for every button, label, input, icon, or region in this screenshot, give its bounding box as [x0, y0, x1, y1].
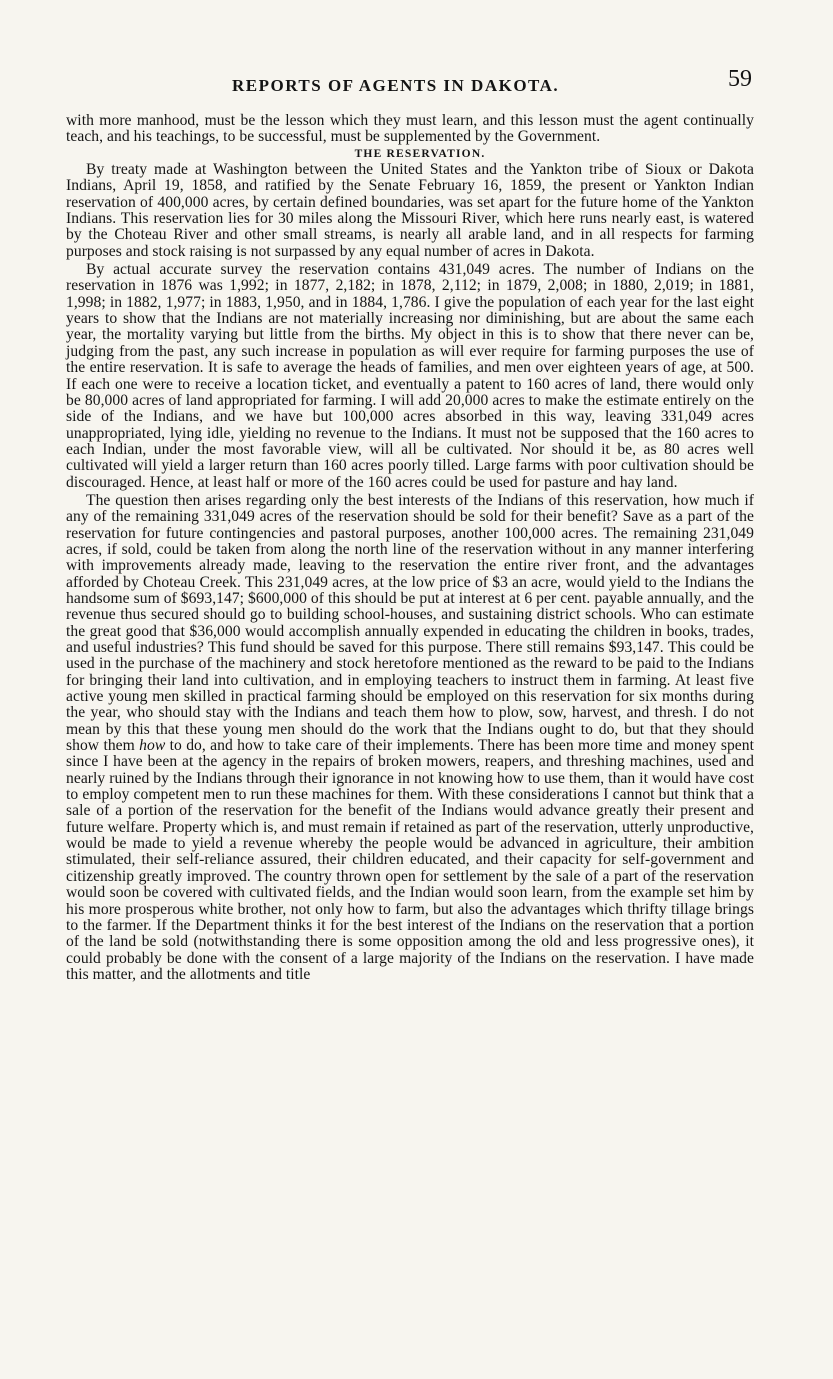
body-text	[66, 113, 754, 983]
paragraph-treaty: By treaty made at Washington between the United States and the Yankton tribe of Sioux or Dakota Indians, April 19, 1858, and ratified by the Senate February 16, 1859, the present or Yankton Indian reservation of 400,000 acres, by certain defined boundaries, was set apart for the future home of the Yankton Indians. This reservation lies for 30 miles along the Missouri River, which here runs nearly east, is watered by the Choteau River and other small streams, is nearly all arable land, and in all respects for farming purposes and stock raising is not surpassed by any equal number of acres in Dakota.	[66, 161, 754, 260]
paragraph-question-part-b: to do, and how to take care of their implements. There has been more time and money spent since I have been at the agency in the repairs of broken mowers, reapers, and threshing machines, used and nearly ruined by the Indians through their ignorance in not knowing how to use them, than it would have cost to employ competent men to run these machines for them. With these considerations I cannot but think that a sale of a portion of the reservation for the benefit of the Indians would advance greatly their present and future welfare. Property which is, and must remain if retained as part of the reservation, utterly unproductive, would be made to yield a revenue whereby the people would be advanced in agriculture, their ambition stimulated, their self-reliance assured, their children educated, and their capacity for self-government and citizenship greatly improved. The country thrown open for settlement by the sale of a part of the reservation would soon be covered with cultivated fields, and the Indian would soon learn, from the example set him by his more prosperous white brother, not only how to farm, but also the advantages which thrifty tillage brings to the farmer. If the Department thinks it for the best interest of the Indians on the reservation that a portion of the land be sold (notwithstanding there is some opposition among the old and less progressive ones), it could probably be done with the consent of a large majority of the Indians on the reservation. I have made this matter, and the allotments and title	[66, 737, 755, 983]
page-number: 59	[728, 66, 752, 92]
italic-word: how	[139, 737, 166, 755]
page-header	[66, 66, 758, 96]
paragraph-question-part-a: The question then arises regarding only the best interests of the Indians of this reservation, how much if any of the remaining 331,049 acres of the reservation should be sold for their benefit? Save as a part of the reservation for future contingencies and pastoral purposes, another 100,000 acres. The remaining 231,049 acres, if sold, could be taken from along the north line of the reservation without in any manner interfering with improvements already made, leaving to the reservation the entire river front, and the advantages afforded by Choteau Creek. This 231,049 acres, at the low price of $3 an acre, would yield to the Indians the handsome sum of $693,147; $600,000 of this should be put at interest at 6 per cent. payable annually, and the revenue thus secured should go to building school-houses, and sustaining district schools. Who can estimate the great good that $36,000 would accomplish annually expended in educating the children in books, trades, and useful industries? This fund should be saved for this purpose. There still remains $93,147. This could be used in the purchase of the machinery and stock heretofore mentioned as the reward to be paid to the Indians for bringing their land into cultivation, and in employing teachers to instruct them in farming. At least five active young men skilled in practical farming should be employed on this reservation for six months during the year, who should stay with the Indians and teach them how to plow, sow, harvest, and thresh. I do not mean by this that these young men should do the work that the Indians ought to do, but that they should show them	[66, 491, 754, 755]
paragraph-continued: with more manhood, must be the lesson which they must learn, and this lesson must the agent continually teach, and his teachings, to be successful, must be supplemented by the Government.	[66, 112, 754, 146]
section-heading: THE RESERVATION.	[354, 147, 486, 160]
paragraph-question	[66, 493, 754, 983]
running-head: REPORTS OF AGENTS IN DAKOTA.	[232, 76, 560, 95]
paragraph-survey: By actual accurate survey the reservation contains 431,049 acres. The number of Indians on the reservation in 1876 was 1,992; in 1877, 2,182; in 1878, 2,112; in 1879, 2,008; in 1880, 2,019; in 1881, 1,998; in 1882, 1,977; in 1883, 1,950, and in 1884, 1,786. I give the population of each year for the last eight years to show that the Indians are not materially increasing nor diminishing, but are about the same each year, the mortality varying but little from the births. My object in this is to show that there never can be, judging from the past, any such increase in population as will ever require for farming purposes the use of the entire reservation. It is safe to average the heads of families, and men over eighteen years of age, at 500. If each one were to receive a location ticket, and eventually a patent to 160 acres of land, there would only be 80,000 acres of land appropriated for farming. I will add 20,000 acres to make the estimate entirely on the side of the Indians, and we have but 100,000 acres absorbed in this way, leaving 331,049 acres unappropriated, lying idle, yielding no revenue to the Indians. It must not be supposed that the 160 acres to each Indian, under the most favorable view, will all be cultivated. Nor should it be, as 80 acres well cultivated will yield a larger return than 160 acres poorly tilled. Large farms with poor cultivation should be discouraged. Hence, at least half or more of the 160 acres could be used for pasture and hay land.	[66, 261, 754, 491]
